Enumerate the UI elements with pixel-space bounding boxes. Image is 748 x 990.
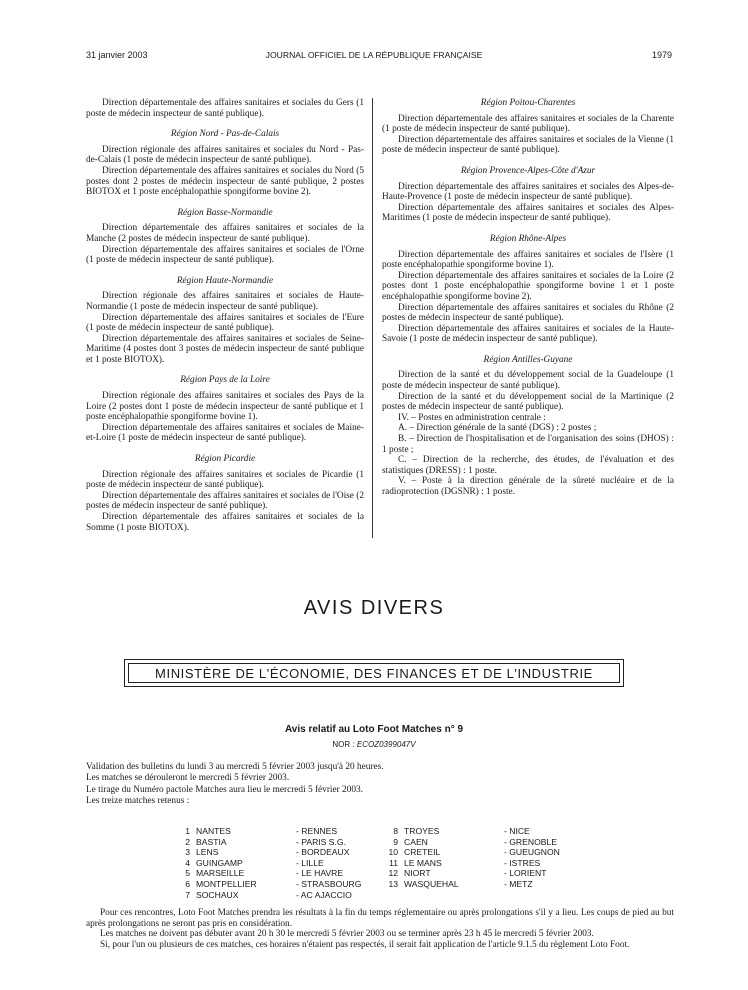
outro-paragraph: Les matches ne doivent pas débuter avant 20 h 30 le mercredi 5 février 2003 ou se terminer après 23 h 45 le mercredi 5 février 2003. (100, 929, 594, 940)
home-team: LE MANS (404, 857, 442, 868)
matches-list-left (176, 826, 396, 900)
away-team: - GRENOBLE (504, 836, 558, 847)
away-team: - LORIENT (504, 868, 547, 879)
column-divider (372, 98, 373, 538)
match-row (176, 890, 396, 901)
match-number: 11 (389, 857, 398, 868)
match-row (384, 826, 604, 837)
page-number: 1979 (651, 50, 672, 60)
intro-line: Les matches se dérouleront le mercredi 5 février 2003. (86, 773, 290, 784)
paragraph: Direction départementale des affaires sanitaires et sociales du Nord (5 postes dont 2 postes de médecin inspecteur de santé publique, 2 postes BIOTOX et 1 poste encéphalopathie spongiforme bovine 2). (86, 165, 364, 198)
away-team: - GUEUGNON (504, 847, 560, 858)
region-heading: Région Rhône-Alpes (489, 233, 567, 244)
paragraph: Direction régionale des affaires sanitaires et sociales des Pays de la Loire (2 postes dont 1 poste de médecin inspecteur de santé publique et 1 poste encéphalopathie spongiforme bovine 1). (86, 391, 364, 423)
match-row (176, 879, 396, 890)
home-team: WASQUEHAL (404, 878, 459, 889)
paragraph: Direction départementale des affaires sanitaires et sociales de la Manche (2 postes de médecin inspecteur de santé publique). (86, 223, 364, 244)
region-heading: Région Pays de la Loire (180, 375, 270, 386)
avis-title: Avis relatif au Loto Foot Matches n° 9 (284, 724, 464, 735)
home-team: MONTPELLIER (196, 878, 257, 889)
region-heading: Région Picardie (194, 454, 256, 465)
match-row (384, 858, 604, 869)
intro-line: Le tirage du Numéro pactole Matches aura lieu le mercredi 5 février 2003. (86, 784, 363, 795)
region-heading: Région Nord - Pas-de-Calais (170, 129, 280, 140)
paragraph: IV. – Postes en administration centrale : (398, 412, 546, 423)
right-column (382, 98, 674, 498)
paragraph: B. – Direction de l'hospitalisation et de l'organisation des soins (DHOS) : 1 poste ; (382, 434, 674, 455)
away-team: - NICE (504, 826, 530, 836)
home-team: BASTIA (196, 836, 227, 847)
paragraph: Direction départementale des affaires sanitaires et sociales de l'Oise (2 postes de médecin inspecteur de santé publique). (86, 490, 364, 512)
match-row (176, 858, 396, 869)
paragraph: Direction régionale des affaires sanitaires et sociales de Haute-Normandie (1 poste de médecin inspecteur de santé publique). (86, 291, 364, 312)
match-row (384, 837, 604, 848)
home-team: NANTES (196, 826, 231, 836)
region-heading: Région Antilles-Guyane (483, 354, 573, 365)
paragraph: Direction départementale des affaires sanitaires et sociales de la Charente (1 poste de médecin inspecteur de santé publique). (382, 113, 674, 135)
matches-list-right (384, 826, 604, 890)
nor-reference (0, 740, 748, 749)
match-number: 4 (185, 857, 190, 868)
away-team: - BORDEAUX (296, 847, 350, 858)
match-row (384, 847, 604, 858)
journal-title: JOURNAL OFFICIEL DE LA RÉPUBLIQUE FRANÇAISE (265, 50, 483, 60)
paragraph: Direction départementale des affaires sanitaires et sociales de la Loire (2 postes dont 1 poste encéphalopathie spongiforme bovine 1 et 1 poste encéphalopathie spongiforme bovine 2). (382, 270, 674, 302)
paragraph: Direction départementale des affaires sanitaires et sociales de la Somme (1 poste BIOTOX). (86, 512, 364, 533)
match-number: 1 (185, 826, 190, 836)
outro-paragraph: Pour ces rencontres, Loto Foot Matches prendra les résultats à la fin du temps réglementaire ou après prolongations s'il y a lieu. Les coups de pied au but après prolongations ne seront pas pris en considération. (86, 908, 674, 929)
paragraph: Direction régionale des affaires sanitaires et sociales du Nord - Pas-de-Calais (1 poste de médecin inspecteur de santé publique). (86, 144, 364, 166)
paragraph: Direction départementale des affaires sanitaires et sociales des Alpes-Maritimes (1 poste de médecin inspecteur de santé publique). (382, 202, 674, 224)
home-team: TROYES (404, 826, 440, 836)
match-number: 6 (185, 878, 190, 889)
intro-line: Les treize matches retenus : (86, 796, 190, 807)
away-team: - LE HAVRE (296, 868, 344, 879)
paragraph: Direction départementale des affaires sanitaires et sociales des Alpes-de-Haute-Provence (1 poste de médecin inspecteur de santé publique). (382, 181, 674, 203)
paragraph: Direction départementale des affaires sanitaires et sociales de Seine-Maritime (4 postes dont 3 postes de médecin inspecteur de santé publique et 1 poste BIOTOX). (86, 333, 364, 365)
match-number: 8 (393, 826, 398, 836)
away-team: - METZ (504, 878, 533, 889)
home-team: CAEN (404, 836, 428, 847)
home-team: CRETEIL (404, 847, 441, 858)
match-number: 10 (388, 847, 398, 858)
ministry-box (124, 659, 624, 687)
header-date: 31 janvier 2003 (86, 50, 148, 60)
home-team: GUINGAMP (196, 857, 243, 868)
match-number: 9 (393, 836, 398, 847)
home-team: SOCHAUX (196, 889, 239, 900)
left-column (86, 98, 364, 533)
match-number: 13 (388, 878, 398, 889)
paragraph: Direction départementale des affaires sanitaires et sociales de la Vienne (1 poste de médecin inspecteur de santé publique). (382, 134, 674, 156)
match-row (176, 847, 396, 858)
region-heading: Région Provence-Alpes-Côte d'Azur (460, 165, 596, 176)
match-row (176, 826, 396, 837)
paragraph: V. – Poste à la direction générale de la sûreté nucléaire et de la radioprotection (DGSNR) : 1 poste. (382, 476, 674, 497)
region-heading: Région Haute-Normandie (176, 275, 274, 286)
match-number: 12 (388, 868, 398, 879)
match-row (176, 837, 396, 848)
paragraph: Direction de la santé et du développement social de la Guadeloupe (1 poste de médecin inspecteur de santé publique). (382, 370, 674, 392)
away-team: - STRASBOURG (296, 878, 362, 889)
avis-outro (86, 908, 674, 950)
home-team: LENS (196, 847, 219, 858)
match-number: 7 (185, 889, 190, 900)
nor-label: NOR : (332, 740, 355, 749)
region-heading: Région Poitou-Charentes (480, 98, 576, 108)
paragraph: C. – Direction de la recherche, des études, de l'évaluation et des statistiques (DRESS) : 1 poste. (382, 455, 674, 476)
match-number: 2 (185, 836, 190, 847)
home-team: MARSEILLE (196, 868, 245, 879)
away-team: - RENNES (296, 826, 338, 836)
paragraph: Direction départementale des affaires sanitaires et sociales de l'Eure (1 poste de médecin inspecteur de santé publique). (86, 312, 364, 334)
away-team: - PARIS S.G. (296, 836, 346, 847)
region-heading: Région Basse-Normandie (177, 207, 273, 218)
paragraph: Direction départementale des affaires sanitaires et sociales du Rhône (2 postes de médecin inspecteur de santé publique). (382, 302, 674, 324)
paragraph: Direction de la santé et du développement social de la Martinique (2 postes de médecin inspecteur de santé publique). (382, 391, 674, 413)
paragraph: Direction départementale des affaires sanitaires et sociales de l'Orne (1 poste de médecin inspecteur de santé publique). (86, 244, 364, 266)
nor-code: ECOZ0399047V (356, 740, 416, 749)
away-team: - LILLE (296, 857, 324, 868)
match-number: 5 (185, 868, 190, 879)
ministry-name: MINISTÈRE DE L'ÉCONOMIE, DES FINANCES ET DE L'INDUSTRIE (128, 663, 620, 683)
match-row (384, 868, 604, 879)
avis-intro (86, 762, 674, 808)
paragraph: Direction départementale des affaires sanitaires et sociales de la Haute-Savoie (1 poste de médecin inspecteur de santé publique). (382, 323, 674, 345)
outro-paragraph: Si, pour l'un ou plusieurs de ces matches, ces horaires n'étaient pas respectés, il serait fait application de l'article 9.1.5 du règlement Loto Foot. (100, 939, 630, 950)
paragraph: Direction régionale des affaires sanitaires et sociales de Picardie (1 poste de médecin inspecteur de santé publique). (86, 469, 364, 491)
home-team: NIORT (404, 868, 431, 879)
away-team: - ISTRES (504, 857, 541, 868)
match-row (384, 879, 604, 890)
section-title: AVIS DIVERS (303, 597, 445, 619)
paragraph: Direction départementale des affaires sanitaires et sociales de Maine-et-Loire (1 poste de médecin inspecteur de santé publique). (86, 422, 364, 444)
paragraph: Direction départementale des affaires sanitaires et sociales de l'Isère (1 poste encéphalopathie spongiforme bovine 1). (382, 249, 674, 271)
match-row (176, 868, 396, 879)
intro-line: Validation des bulletins du lundi 3 au mercredi 5 février 2003 jusqu'à 20 heures. (86, 762, 384, 772)
gers-paragraph: Direction départementale des affaires sanitaires et sociales du Gers (1 poste de médecin inspecteur de santé publique). (86, 98, 364, 119)
match-number: 3 (185, 847, 190, 858)
paragraph: A. – Direction générale de la santé (DGS) : 2 postes ; (398, 423, 597, 434)
away-team: - AC AJACCIO (296, 889, 352, 900)
